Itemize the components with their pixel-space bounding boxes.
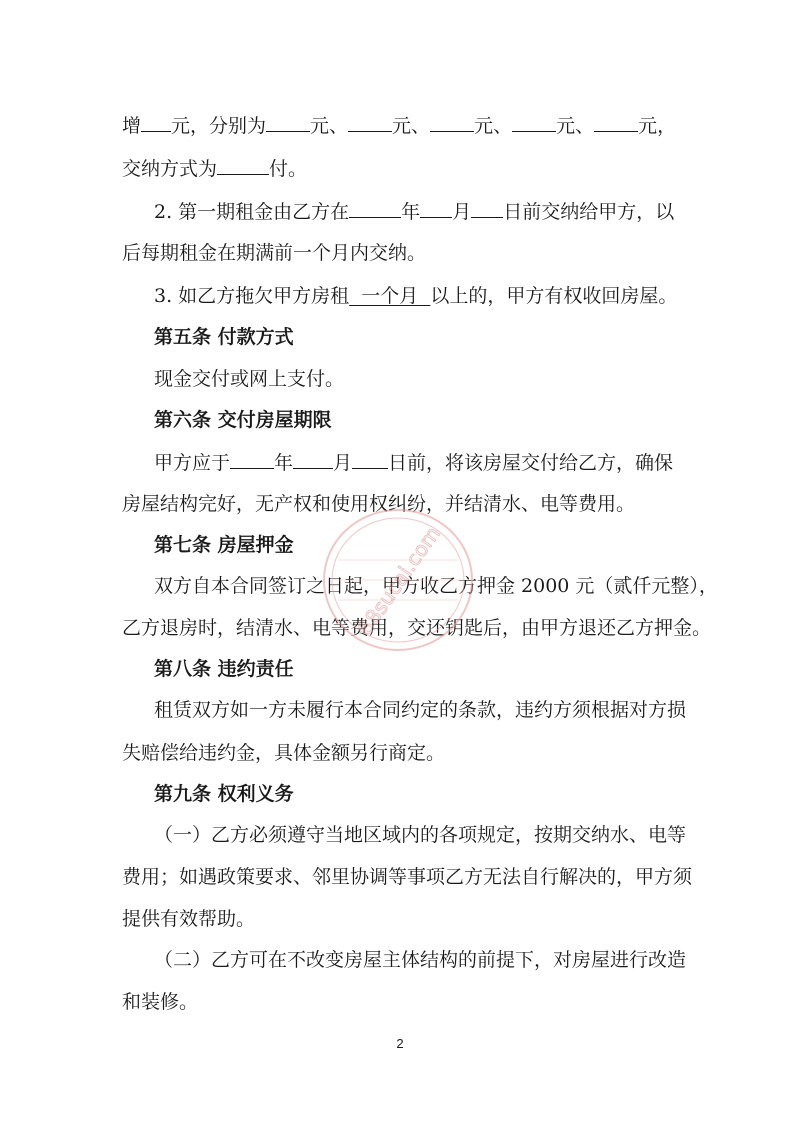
section-heading-9: 第九条 权利义务 <box>154 783 294 805</box>
text-line-15: 提供有效帮助。 <box>122 908 256 930</box>
blank-field <box>512 112 556 132</box>
text-line-4: 后每期租金在期满前一个月内交纳。 <box>122 242 427 264</box>
text-line-16: （二）乙方可在不改变房屋主体结构的前提下，对房屋进行改造 <box>154 949 687 971</box>
text-line-10: 乙方退房时，结清水、电等费用，交还钥匙后，由甲方退还乙方押金。 <box>122 617 712 639</box>
section-heading-8: 第八条 违约责任 <box>154 658 294 680</box>
filled-blank: 一个月 <box>349 285 431 307</box>
text-line-12: 失赔偿给违约金，具体金额另行商定。 <box>122 742 446 764</box>
text-line-13: （一）乙方必须遵守当地区域内的各项规定，按期交纳水、电等 <box>154 824 687 846</box>
text-line-11: 租赁双方如一方未履行本合同约定的条款，违约方须根据对方损 <box>154 699 687 721</box>
watermark-stamp <box>318 500 478 660</box>
text-line-8: 房屋结构完好，无产权和使用权纠纷，并结清水、电等费用。 <box>122 493 636 515</box>
text-line-14: 费用；如遇政策要求、邻里协调等事项乙方无法自行解决的，甲方须 <box>122 866 693 888</box>
text-line-7: 甲方应于 年 月 日前，将该房屋交付给乙方，确保 <box>154 449 673 475</box>
blank-field <box>141 112 171 132</box>
blank-field <box>349 198 401 218</box>
section-heading-5: 第五条 付款方式 <box>154 326 294 348</box>
blank-field <box>471 198 503 218</box>
blank-field <box>420 198 452 218</box>
blank-field <box>293 449 333 469</box>
blank-field <box>594 112 638 132</box>
text-line-3: 2. 第一期租金由乙方在 年 月 日前交纳给甲方，以 <box>154 198 674 224</box>
blank-field <box>430 112 474 132</box>
text-line-2: 交纳方式为 付。 <box>122 155 307 181</box>
section-heading-7: 第七条 房屋押金 <box>154 534 294 556</box>
blank-field <box>266 112 310 132</box>
text-line-9: 双方自本合同签订之日起，甲方收乙方押金 2000 元（贰仟元整）， <box>154 575 718 597</box>
blank-field <box>217 155 269 175</box>
text-line-6: 现金交付或网上支付。 <box>154 368 345 390</box>
watermark-text: 88sucai.com <box>352 521 445 640</box>
section-heading-6: 第六条 交付房屋期限 <box>154 409 332 431</box>
blank-field <box>352 449 388 469</box>
blank-field <box>348 112 392 132</box>
page-number: 2 <box>396 1036 404 1051</box>
text-line-1: 增 元，分别为 元、 元、 元、 元、 元， <box>122 112 676 138</box>
text-line-5: 3. 如乙方拖欠甲方房租 一个月 以上的，甲方有权收回房屋。 <box>154 285 678 307</box>
blank-field <box>230 449 274 469</box>
text-line-17: 和装修。 <box>122 991 199 1013</box>
